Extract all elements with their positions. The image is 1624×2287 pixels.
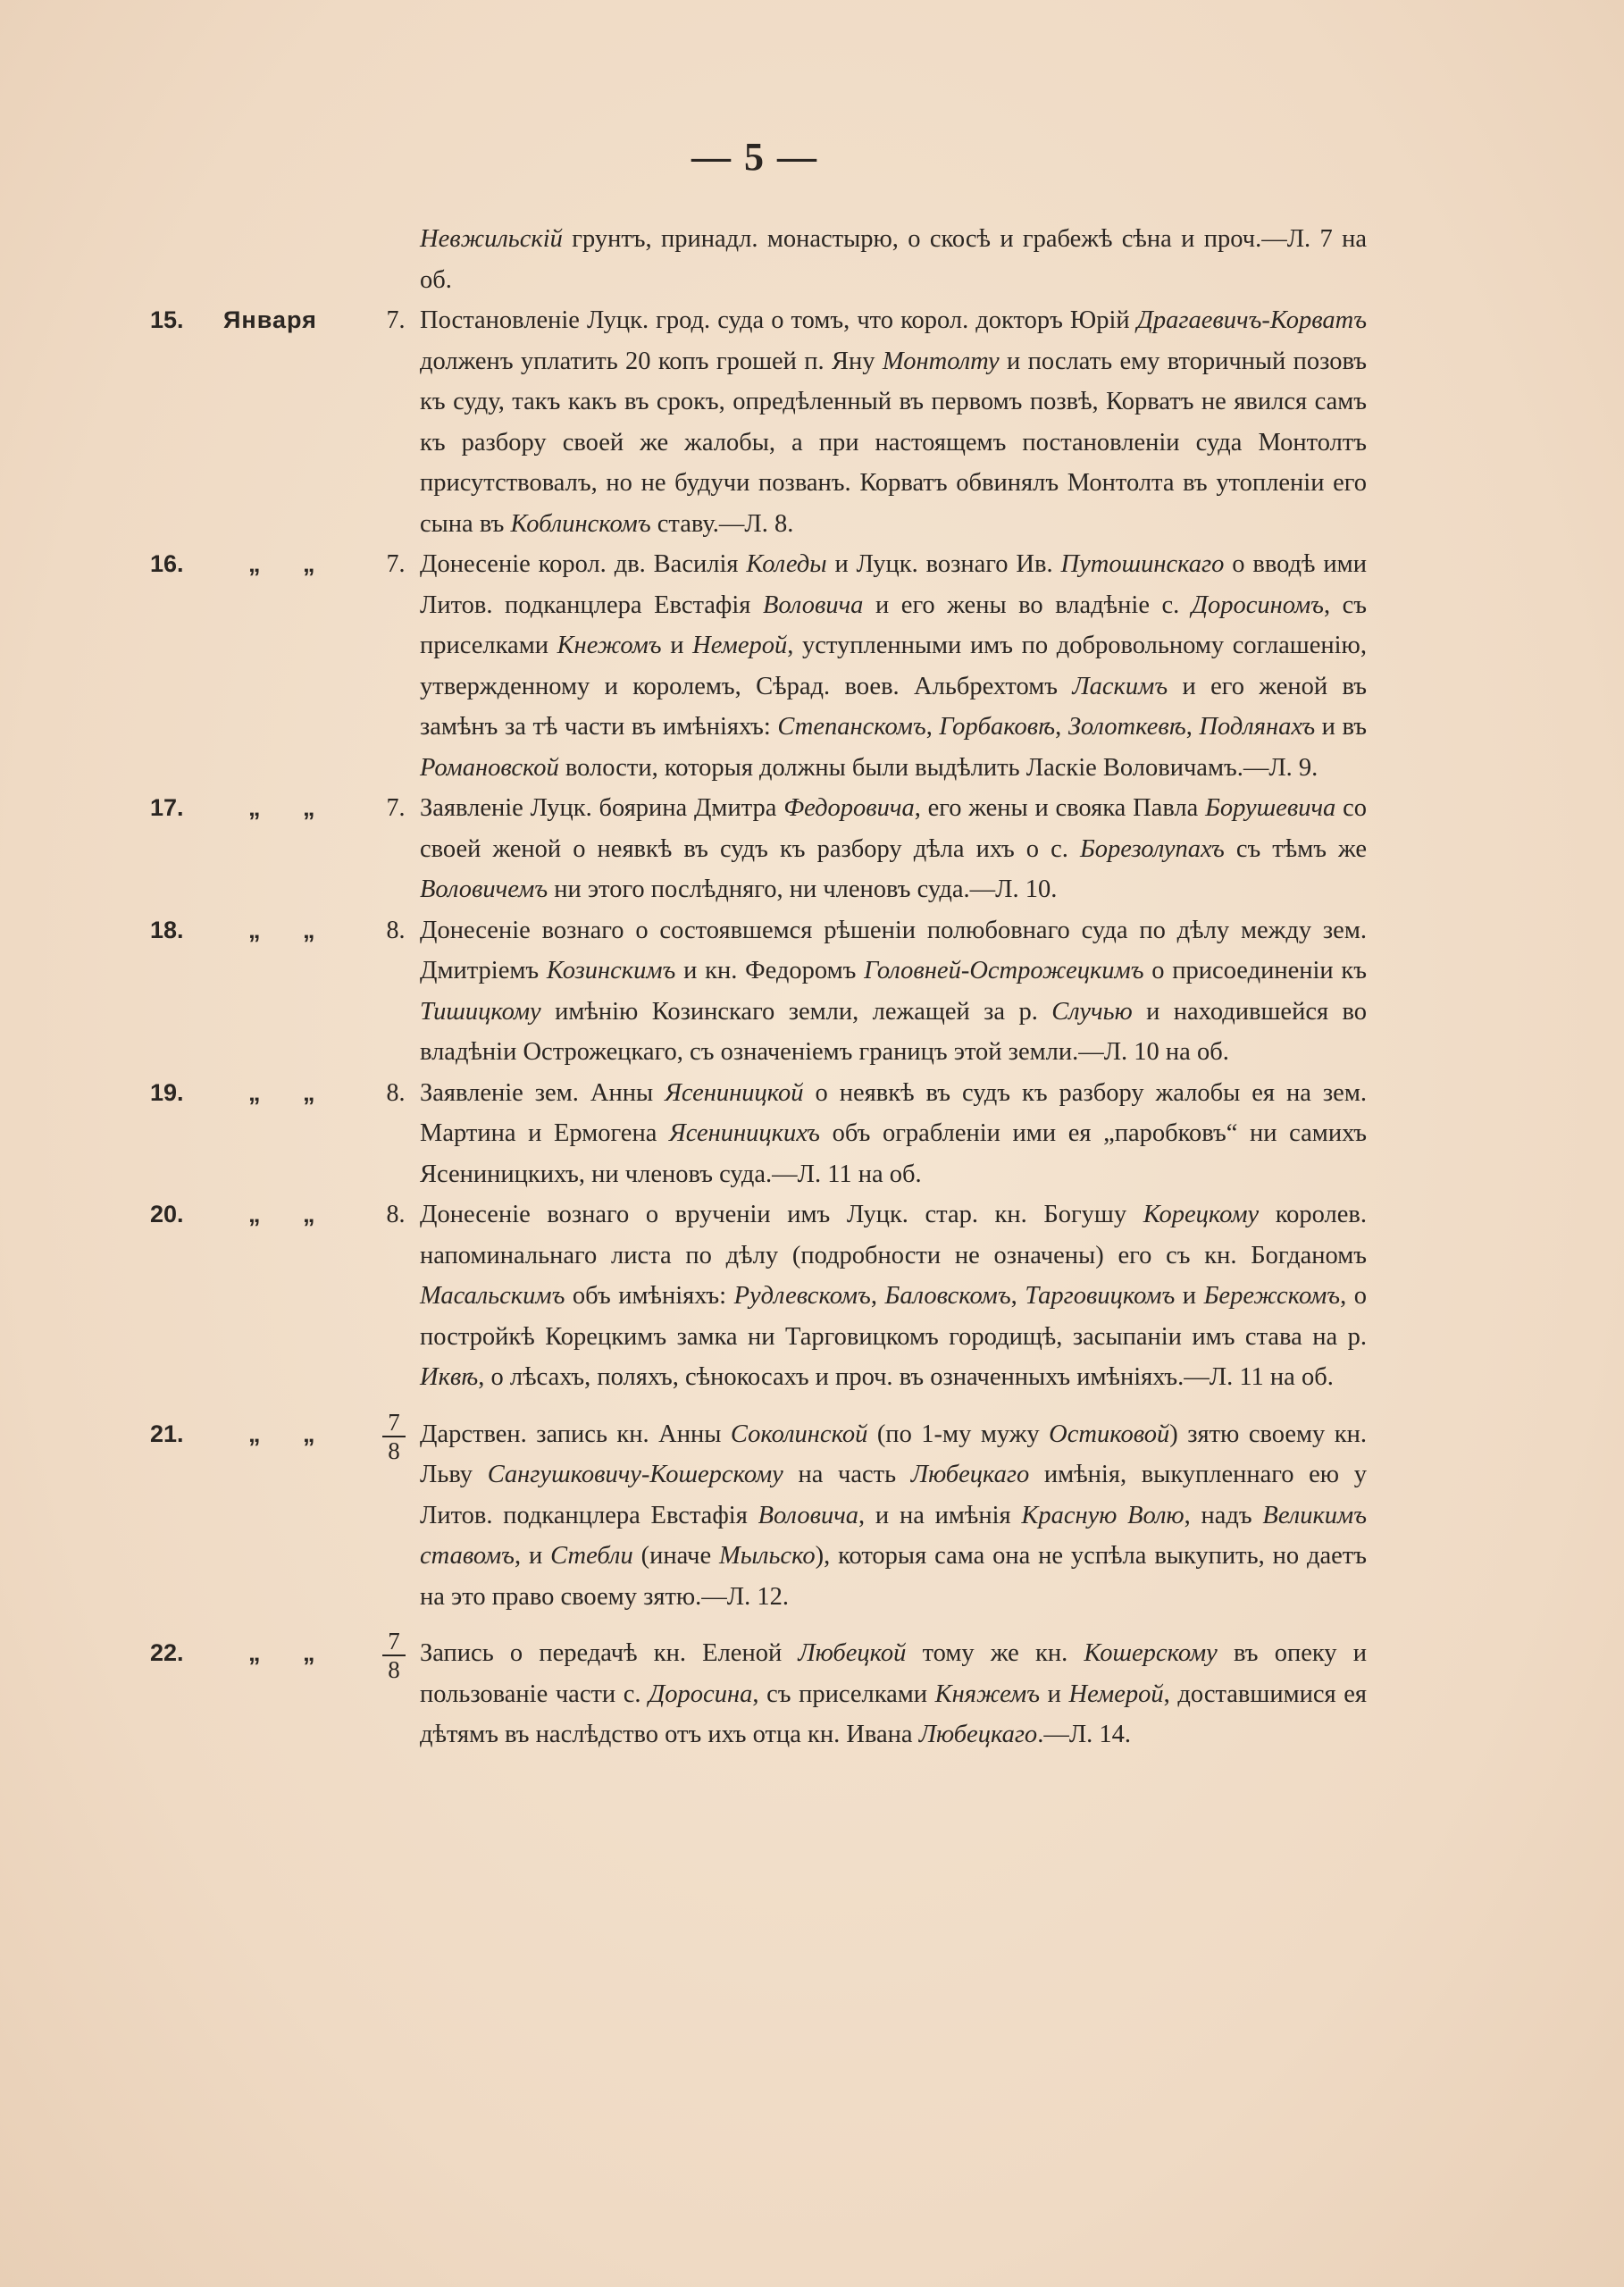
italic-name: Сангушковичу-Кошерскому bbox=[487, 1461, 783, 1488]
italic-name: Козинскимъ bbox=[546, 957, 676, 984]
entry-number: 16. bbox=[150, 550, 184, 577]
text-run: , bbox=[1185, 713, 1200, 741]
italic-name: Любецкаго bbox=[910, 1461, 1030, 1488]
text-run: о неявкѣ въ судъ къ разбору жалобы ея на зем. Мартина и Ермогена bbox=[420, 1078, 1367, 1147]
text-run: и въ bbox=[1315, 713, 1367, 741]
text-run: , bbox=[925, 713, 940, 741]
italic-name: Кнежомъ bbox=[557, 632, 662, 659]
italic-name: Федоровича bbox=[783, 794, 915, 822]
italic-name: Степанскомъ bbox=[777, 713, 926, 741]
text-run: о присоединеніи къ bbox=[1143, 957, 1368, 984]
text-run: (иначе bbox=[632, 1542, 719, 1570]
fraction-denominator: 8 bbox=[388, 1656, 400, 1683]
text-run: , bbox=[870, 1282, 885, 1310]
text-run: съ тѣмъ же bbox=[1224, 834, 1367, 863]
entry-day: 7. bbox=[386, 794, 406, 822]
text-run: , надъ bbox=[1184, 1501, 1263, 1529]
italic-name: Воловичемъ bbox=[420, 875, 548, 903]
italic-name: Борезолупахъ bbox=[1079, 834, 1225, 863]
register-entry bbox=[0, 544, 1624, 788]
text-run: Донесеніе вознаго о состоявшемся рѣшеніи полюбовнаго суда по дѣлу между зем. Дмитріемъ bbox=[420, 916, 1367, 984]
entry-number: 19. bbox=[150, 1078, 184, 1106]
text-run: и послать ему вторичный позовъ къ суду, такъ какъ въ срокъ, опредѣленный въ первомъ позвѣ, Корватъ не явился самъ къ разбору своей же жалобы, а при настоящемъ постановленіи суда Монтолтъ присутствовалъ, но не будучи позванъ. Корватъ обвинялъ Монтолта въ утопленіи его сына въ bbox=[420, 347, 1367, 538]
entry-day: 8. bbox=[386, 916, 406, 944]
entry-day-fraction bbox=[379, 1409, 409, 1464]
italic-name: Остиковой bbox=[1049, 1420, 1170, 1448]
entry-text bbox=[420, 910, 1367, 1073]
italic-name: Борушевича bbox=[1205, 794, 1336, 822]
text-run: ), которыя сама она не успѣла выкупить, но даетъ на это право своему зятю.—Л. 12. bbox=[420, 1542, 1367, 1611]
ditto-marks: „ „ bbox=[248, 1078, 333, 1106]
italic-name: Мыльско bbox=[718, 1542, 816, 1570]
italic-name: Невжильскій bbox=[420, 225, 563, 253]
text-run: Заявленіе зем. Анны bbox=[420, 1078, 666, 1107]
entry-text bbox=[420, 219, 1367, 300]
italic-name: Княжемъ bbox=[934, 1680, 1041, 1708]
register-entry bbox=[0, 788, 1624, 910]
fraction-numerator: 7 bbox=[388, 1628, 400, 1655]
entry-day: 7. bbox=[386, 306, 406, 334]
text-run: Заявленіе Луцк. боярина Дмитра bbox=[420, 794, 784, 822]
text-run: , bbox=[1010, 1282, 1025, 1310]
italic-name: Масальскимъ bbox=[420, 1282, 565, 1310]
text-run: объ имѣніяхъ: bbox=[565, 1282, 734, 1310]
text-run: о вводѣ ими Литов. подканцлера Евстафія bbox=[420, 550, 1367, 619]
register-entry bbox=[0, 1194, 1624, 1398]
text-run: и находившейся во владѣніи Острожецкаго, съ означеніемъ границъ этой земли.—Л. 10 на об. bbox=[420, 997, 1368, 1066]
text-run: , съ приселками bbox=[752, 1680, 935, 1708]
text-run: имѣнія, выкупленнаго ею у Литов. подканцлера Евстафія bbox=[420, 1461, 1367, 1529]
entry-day-fraction bbox=[379, 1628, 409, 1683]
entry-text bbox=[420, 544, 1367, 788]
text-run: королев. напоминальнаго листа по дѣлу (подробности не означены) его съ кн. Богданомъ bbox=[420, 1201, 1367, 1269]
italic-name: Золоткевѣ bbox=[1067, 713, 1186, 741]
italic-name: Любецкой bbox=[798, 1639, 907, 1667]
text-run: имѣнію Козинскаго земли, лежащей за р. bbox=[540, 997, 1052, 1026]
text-run: , о постройкѣ Корецкимъ замка ни Тарговицкомъ городищѣ, засыпаніи имъ става на р. bbox=[420, 1282, 1368, 1351]
italic-name: Рудлевскомъ bbox=[733, 1282, 871, 1310]
ditto-marks: „ „ bbox=[248, 1420, 333, 1447]
text-run: тому же кн. bbox=[906, 1639, 1084, 1667]
text-run: , и bbox=[514, 1542, 551, 1570]
ditto-marks: „ „ bbox=[248, 916, 333, 943]
entry-month: Января bbox=[223, 306, 317, 333]
italic-name: Ясениницкой bbox=[665, 1078, 804, 1107]
entry-text bbox=[420, 300, 1367, 544]
entry-text bbox=[420, 788, 1367, 910]
italic-name: Коледы bbox=[746, 550, 827, 578]
text-run: Донесеніе вознаго о врученіи имъ Луцк. стар. кн. Богушу bbox=[420, 1201, 1143, 1228]
text-run: , съ приселками bbox=[420, 591, 1368, 659]
italic-name: Монтолту bbox=[882, 347, 1000, 375]
entry-list bbox=[0, 219, 1624, 1755]
text-run: , bbox=[1055, 713, 1068, 741]
register-entry bbox=[0, 300, 1624, 544]
entry-number: 22. bbox=[150, 1639, 184, 1666]
italic-name: Ясениницкихъ bbox=[668, 1119, 820, 1147]
italic-name: Доросина bbox=[649, 1680, 753, 1708]
text-run: и bbox=[1175, 1282, 1204, 1310]
text-run: , о лѣсахъ, поляхъ, сѣнокосахъ и проч. въ означенныхъ имѣніяхъ.—Л. 11 на об. bbox=[478, 1363, 1334, 1391]
italic-name: Романовской bbox=[420, 753, 559, 782]
ditto-marks: „ „ bbox=[248, 1201, 333, 1227]
italic-name: Бережскомъ bbox=[1203, 1282, 1341, 1310]
entry-text bbox=[420, 1633, 1367, 1755]
text-run: грунтъ, принадл. монастырю, о скосѣ и грабежѣ сѣна и проч.—Л. 7 на об. bbox=[420, 225, 1367, 294]
italic-name: Воловича bbox=[762, 591, 864, 619]
entry-text bbox=[420, 1194, 1367, 1398]
italic-name: Путошинскаго bbox=[1060, 550, 1225, 578]
italic-name: Любецкаго bbox=[918, 1721, 1038, 1748]
text-run: въ опеку и пользованіе части с. bbox=[420, 1639, 1367, 1708]
register-entry bbox=[0, 1628, 1624, 1755]
entry-number: 15. bbox=[150, 306, 184, 333]
text-run: со своей женой о неявкѣ въ судъ къ разбору дѣла ихъ о с. bbox=[420, 794, 1367, 863]
italic-name: Баловскомъ bbox=[884, 1282, 1011, 1310]
entry-number: 20. bbox=[150, 1201, 184, 1227]
text-run: (по 1-му мужу bbox=[867, 1420, 1050, 1448]
text-run: .—Л. 14. bbox=[1037, 1721, 1132, 1748]
text-run: , и на имѣнія bbox=[858, 1501, 1022, 1529]
text-run: ) зятю своему кн. Льву bbox=[420, 1420, 1367, 1488]
text-run: Дарствен. запись кн. Анны bbox=[420, 1420, 731, 1448]
text-run: , его жены и свояка Павла bbox=[914, 794, 1206, 822]
italic-name: Ласкимъ bbox=[1072, 672, 1168, 700]
italic-name: Тарговицкомъ bbox=[1025, 1282, 1176, 1310]
text-run: и Луцк. вознаго Ив. bbox=[826, 550, 1061, 578]
text-run: объ ограбленіи ими ея „паробковъ“ ни самихъ Ясениницкихъ, ни членовъ суда.—Л. 11 на об. bbox=[420, 1119, 1367, 1188]
text-run: Донесеніе корол. дв. Василія bbox=[420, 550, 747, 578]
ditto-marks: „ „ bbox=[248, 550, 333, 577]
entry-day: 8. bbox=[386, 1201, 406, 1228]
italic-name: Великимъ ставомъ bbox=[420, 1501, 1368, 1570]
ditto-marks: „ „ bbox=[248, 1639, 333, 1666]
register-entry bbox=[0, 1408, 1624, 1618]
italic-name: Соколинской bbox=[730, 1420, 868, 1448]
text-run: и его жены во владѣніе с. bbox=[863, 591, 1192, 619]
page-number: — 5 — bbox=[691, 135, 818, 179]
entry-day: 8. bbox=[386, 1078, 406, 1107]
text-run: и его женой въ замѣнъ за тѣ части въ имѣніяхъ: bbox=[420, 672, 1367, 741]
text-run: ни этого послѣдняго, ни членовъ суда.—Л. 10. bbox=[548, 875, 1058, 903]
italic-name: Подлянахъ bbox=[1199, 713, 1316, 741]
italic-name: Головней-Острожецкимъ bbox=[864, 957, 1144, 984]
entry-number: 21. bbox=[150, 1420, 184, 1447]
text-run: , доставшимися ея дѣтямъ въ наслѣдство отъ ихъ отца кн. Ивана bbox=[420, 1680, 1367, 1748]
text-run: и bbox=[1040, 1680, 1069, 1708]
entry-text bbox=[420, 1073, 1367, 1195]
text-run: и кн. Федоромъ bbox=[675, 957, 865, 984]
italic-name: Драгаевичъ-Корватъ bbox=[1136, 306, 1367, 334]
text-run: Запись о передачѣ кн. Еленой bbox=[420, 1639, 799, 1667]
register-entry bbox=[0, 219, 1624, 300]
italic-name: Кошерскому bbox=[1084, 1639, 1218, 1667]
italic-name: Немерой bbox=[1068, 1680, 1164, 1708]
fraction-numerator: 7 bbox=[388, 1408, 400, 1436]
entry-text bbox=[420, 1414, 1367, 1618]
ditto-marks: „ „ bbox=[248, 794, 333, 821]
text-run: долженъ уплатить 20 копъ грошей п. Яну bbox=[420, 347, 883, 375]
register-entry bbox=[0, 910, 1624, 1073]
italic-name: Немерой bbox=[692, 632, 788, 659]
fraction-denominator: 8 bbox=[388, 1437, 400, 1464]
italic-name: Иквѣ bbox=[420, 1363, 479, 1391]
text-run: волости, которыя должны были выдѣлить Ласкіе Воловичамъ.—Л. 9. bbox=[558, 753, 1318, 782]
text-run: на часть bbox=[783, 1461, 911, 1488]
italic-name: Доросиномъ bbox=[1191, 591, 1324, 619]
italic-name: Случью bbox=[1051, 997, 1133, 1026]
text-run: ставу.—Л. 8. bbox=[650, 509, 794, 538]
italic-name: Горбаковѣ bbox=[939, 713, 1056, 741]
italic-name: Красную Волю bbox=[1021, 1501, 1185, 1529]
text-run: и bbox=[661, 632, 693, 659]
text-run: Постановленіе Луцк. грод. суда о томъ, что корол. докторъ Юрій bbox=[420, 306, 1137, 334]
entry-day: 7. bbox=[386, 550, 406, 578]
italic-name: Корецкому bbox=[1143, 1201, 1260, 1228]
italic-name: Тишицкому bbox=[420, 997, 541, 1026]
text-run: , уступленными имъ по добровольному соглашенію, утвержденному и королемъ, Сѣрад. воев. Альбрехтомъ bbox=[420, 632, 1367, 700]
entry-number: 18. bbox=[150, 916, 184, 943]
italic-name: Коблинскомъ bbox=[510, 509, 651, 538]
entry-number: 17. bbox=[150, 794, 184, 821]
italic-name: Стебли bbox=[550, 1542, 633, 1570]
register-entry bbox=[0, 1073, 1624, 1195]
italic-name: Воловича bbox=[758, 1501, 859, 1529]
